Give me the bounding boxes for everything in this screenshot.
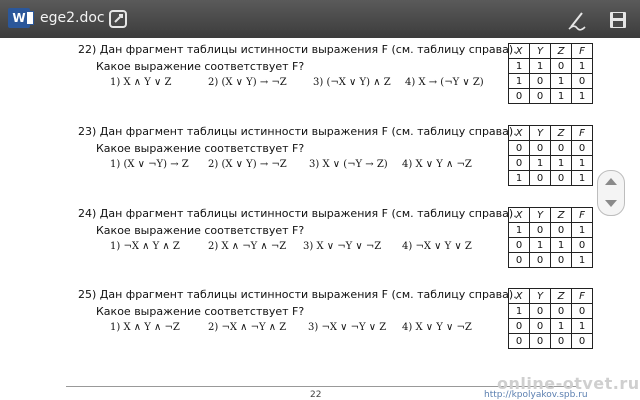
table-row [509, 141, 593, 156]
table-cell: 0 [551, 223, 572, 238]
table-cell: 1 [551, 89, 572, 104]
question-text: 25) Дан фрагмент таблицы истинности выражения F (см. таблицу справа). [78, 288, 517, 301]
table-cell: 0 [572, 74, 593, 89]
table-cell: 1 [551, 74, 572, 89]
table-cell: 0 [572, 238, 593, 253]
table-cell: 1 [572, 171, 593, 186]
table-cell: 0 [551, 304, 572, 319]
table-header: Z [551, 44, 572, 59]
table-cell: 0 [572, 304, 593, 319]
page-scroll-control[interactable] [597, 170, 625, 216]
answer-option: 3) X ∨ ¬Y ∨ ¬Z [303, 241, 382, 252]
truth-table [508, 288, 593, 349]
table-cell: 0 [551, 141, 572, 156]
table-row [509, 74, 593, 89]
table-cell: 0 [509, 156, 530, 171]
table-cell: 1 [509, 304, 530, 319]
table-cell: 0 [530, 171, 551, 186]
table-cell: 1 [509, 171, 530, 186]
save-icon[interactable] [607, 9, 629, 31]
table-cell: 0 [551, 253, 572, 268]
table-cell: 0 [572, 334, 593, 349]
table-cell: 0 [509, 238, 530, 253]
table-cell: 1 [572, 223, 593, 238]
question-text: 23) Дан фрагмент таблицы истинности выражения F (см. таблицу справа). [78, 125, 517, 138]
table-cell: 1 [551, 238, 572, 253]
table-cell: 0 [530, 304, 551, 319]
question-text: 24) Дан фрагмент таблицы истинности выражения F (см. таблицу справа). [78, 207, 517, 220]
table-row [509, 156, 593, 171]
page-number: 22 [310, 390, 322, 400]
table-cell: 1 [572, 59, 593, 74]
truth-table [508, 43, 593, 104]
table-header: F [572, 289, 593, 304]
table-header: F [572, 126, 593, 141]
table-header: X [509, 208, 530, 223]
answer-option: 4) X ∨ Y ∧ ¬Z [402, 159, 472, 170]
word-icon-letter: W [12, 11, 26, 25]
table-cell: 0 [509, 141, 530, 156]
table-cell: 0 [530, 319, 551, 334]
answer-options [110, 77, 500, 91]
question-prompt: Какое выражение соответствует F? [96, 142, 305, 155]
table-cell: 0 [530, 223, 551, 238]
word-doc-icon [8, 8, 30, 28]
table-cell: 1 [572, 319, 593, 334]
table-row [509, 59, 593, 74]
table-row [509, 223, 593, 238]
table-header: Y [530, 126, 551, 141]
answer-option: 4) X ∨ Y ∨ ¬Z [402, 322, 472, 333]
table-cell: 0 [509, 334, 530, 349]
answer-option: 2) (X ∨ Y) → ¬Z [208, 77, 287, 88]
truth-table [508, 207, 593, 268]
watermark: online-otvet.ru [497, 374, 640, 393]
table-header: F [572, 44, 593, 59]
table-header: Y [530, 289, 551, 304]
table-cell: 0 [530, 89, 551, 104]
table-cell: 1 [509, 223, 530, 238]
pen-icon[interactable] [566, 9, 588, 31]
question-prompt: Какое выражение соответствует F? [96, 60, 305, 73]
answer-option: 1) X ∧ Y ∧ ¬Z [110, 322, 180, 333]
table-header: X [509, 44, 530, 59]
table-cell: 0 [530, 253, 551, 268]
table-cell: 0 [530, 141, 551, 156]
table-cell: 0 [530, 74, 551, 89]
table-cell: 1 [551, 319, 572, 334]
document-title: ege2.doc [40, 10, 105, 26]
scroll-down-icon[interactable] [605, 200, 617, 207]
table-cell: 1 [530, 238, 551, 253]
answer-option: 3) (¬X ∨ Y) ∧ Z [313, 77, 391, 88]
table-row [509, 253, 593, 268]
answer-options [110, 322, 500, 336]
table-cell: 1 [509, 59, 530, 74]
table-cell: 0 [509, 253, 530, 268]
table-cell: 0 [551, 171, 572, 186]
answer-options [110, 159, 500, 173]
answer-options [110, 241, 500, 255]
document-page[interactable] [0, 38, 640, 400]
table-cell: 1 [572, 253, 593, 268]
table-row [509, 89, 593, 104]
table-cell: 1 [551, 156, 572, 171]
answer-option: 3) X ∨ (¬Y → Z) [309, 159, 388, 170]
table-header: Z [551, 126, 572, 141]
table-row [509, 171, 593, 186]
table-cell: 1 [572, 89, 593, 104]
answer-option: 4) X → (¬Y ∨ Z) [405, 77, 484, 88]
question-prompt: Какое выражение соответствует F? [96, 305, 305, 318]
table-row [509, 238, 593, 253]
table-cell: 0 [530, 334, 551, 349]
table-cell: 1 [572, 156, 593, 171]
table-cell: 1 [509, 74, 530, 89]
app-toolbar [0, 0, 640, 39]
table-header: Z [551, 289, 572, 304]
table-header: Y [530, 208, 551, 223]
table-row [509, 304, 593, 319]
footer-link[interactable]: http://kpolyakov.spb.ru [484, 390, 588, 400]
table-header: Z [551, 208, 572, 223]
answer-option: 1) X ∧ Y ∨ Z [110, 77, 172, 88]
edit-icon[interactable] [108, 9, 128, 29]
table-header: Y [530, 44, 551, 59]
answer-option: 3) ¬X ∨ ¬Y ∨ Z [308, 322, 387, 333]
question-text: 22) Дан фрагмент таблицы истинности выражения F (см. таблицу справа). [78, 43, 517, 56]
table-cell: 0 [551, 334, 572, 349]
table-header: F [572, 208, 593, 223]
table-row [509, 334, 593, 349]
answer-option: 1) (X ∨ ¬Y) → Z [110, 159, 189, 170]
table-cell: 0 [551, 59, 572, 74]
answer-option: 4) ¬X ∨ Y ∨ Z [402, 241, 472, 252]
question-prompt: Какое выражение соответствует F? [96, 224, 305, 237]
table-cell: 0 [509, 319, 530, 334]
table-row [509, 319, 593, 334]
answer-option: 2) (X ∨ Y) → ¬Z [208, 159, 287, 170]
answer-option: 1) ¬X ∧ Y ∧ Z [110, 241, 180, 252]
table-header: X [509, 289, 530, 304]
table-cell: 0 [572, 141, 593, 156]
table-cell: 1 [530, 59, 551, 74]
truth-table [508, 125, 593, 186]
table-header: X [509, 126, 530, 141]
answer-option: 2) ¬X ∧ ¬Y ∧ Z [208, 322, 287, 333]
table-cell: 1 [530, 156, 551, 171]
scroll-up-icon[interactable] [605, 178, 617, 185]
table-cell: 0 [509, 89, 530, 104]
answer-option: 2) X ∧ ¬Y ∧ ¬Z [208, 241, 287, 252]
